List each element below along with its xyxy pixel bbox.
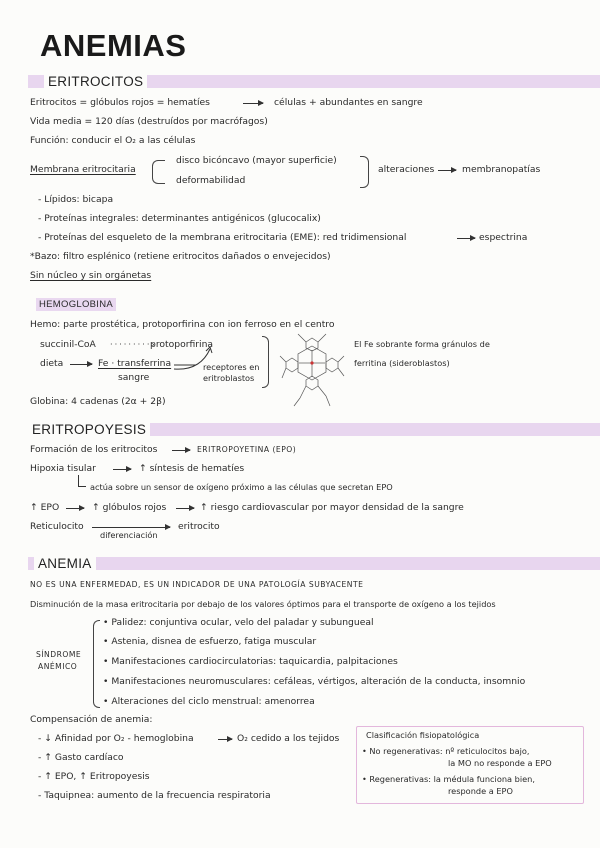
bullet-item: espectrina <box>479 232 528 243</box>
arrow <box>457 238 475 239</box>
bullet-item: - Proteínas del esqueleto de la membrana eritrocitaria (EME): red tridimensional <box>38 232 407 243</box>
text-line: receptores en <box>203 362 260 372</box>
heme-molecule-image <box>278 328 346 410</box>
arrow <box>176 508 194 509</box>
text-line: dieta <box>40 358 64 369</box>
classification-item: • No regenerativas: nº reticulocitos bajo, <box>362 746 530 756</box>
brace <box>360 156 369 188</box>
bullet-item: - Lípidos: bicapa <box>38 194 114 205</box>
bullet-item: - Proteínas integrales: determinantes antigénicos (glucocalix) <box>38 213 321 224</box>
text-line: actúa sobre un sensor de oxígeno próximo a las células que secretan EPO <box>90 482 393 492</box>
text-line: ↑ síntesis de hematíes <box>139 463 245 474</box>
dotted-arrow: ·········› <box>110 339 157 349</box>
bullet-item: - Taquipnea: aumento de la frecuencia respiratoria <box>38 790 271 801</box>
text-line: Fe · transferrina <box>98 358 172 369</box>
text-line: Membrana eritrocitaria <box>30 164 136 175</box>
text-line: ferritina (sideroblastos) <box>354 358 450 368</box>
symptom-item: • Palidez: conjuntiva ocular, velo del paladar y subungueal <box>103 617 374 628</box>
symptom-item: • Manifestaciones neuromusculares: cefáleas, vértigos, alteración de la conducta, insomnio <box>103 676 526 687</box>
text-line: NO ES UNA ENFERMEDAD, ES UN INDICADOR DE UNA PATOLOGÍA SUBYACENTE <box>30 580 364 589</box>
text-line: células + abundantes en sangre <box>274 97 423 108</box>
text-line: membranopatías <box>462 164 541 175</box>
text-line: *Bazo: filtro esplénico (retiene eritrocitos dañados o envejecidos) <box>30 251 331 262</box>
text-line: ↑ riesgo cardiovascular por mayor densidad de la sangre <box>200 502 464 513</box>
text-line: Formación de los eritrocitos <box>30 444 158 455</box>
text-line: SÍNDROME <box>36 650 82 659</box>
classification-title: Clasificación fisiopatológica <box>366 730 480 740</box>
bullet-item: - ↑ Gasto cardíaco <box>38 752 124 763</box>
text-line: Disminución de la masa eritrocitaria por debajo de los valores óptimos para el transporte de oxígeno a los tejidos <box>30 599 496 609</box>
text-line: Eritrocitos = glóbulos rojos = hematíes <box>30 97 210 108</box>
text-line: eritrocito <box>178 521 220 532</box>
text-line: Sin núcleo y sin orgánetas <box>30 270 152 281</box>
symptom-item: • Manifestaciones cardiocirculatorias: taquicardia, palpitaciones <box>103 656 398 667</box>
connector-line <box>78 486 86 487</box>
text-line: succinil-CoA <box>40 339 96 350</box>
section-band <box>28 557 600 570</box>
text-line: alteraciones <box>378 164 435 175</box>
bullet-item: - ↑ EPO, ↑ Eritropoyesis <box>38 771 150 782</box>
branch-bracket <box>152 160 165 184</box>
subsection-title-hemoglobina: HEMOGLOBINA <box>36 298 116 311</box>
text-line: ↑ glóbulos rojos <box>92 502 167 513</box>
section-title-anemia: ANEMIA <box>34 557 96 570</box>
arrow <box>243 103 263 104</box>
text-line: Función: conducir el O₂ a las células <box>30 135 196 146</box>
text-line: Vida media = 120 días (destruídos por macrófagos) <box>30 116 268 127</box>
symptom-item: • Alteraciones del ciclo menstrual: amenorrea <box>103 696 315 707</box>
text-line: Hipoxia tisular <box>30 463 96 474</box>
arrow <box>438 170 456 171</box>
arrow <box>70 364 92 365</box>
text-line: ↑ EPO <box>30 502 60 513</box>
bullet-item: - ↓ Afinidad por O₂ - hemoglobina <box>38 733 194 744</box>
text-line: protoporfirina <box>150 339 214 350</box>
classification-item: la MO no responde a EPO <box>448 758 552 768</box>
text-line: Hemo: parte prostética, protoporfirina con ion ferroso en el centro <box>30 319 335 330</box>
text-line: Reticulocito <box>30 521 84 532</box>
text-line: Compensación de anemia: <box>30 714 153 725</box>
section-title-eritrocitos: ERITROCITOS <box>44 75 147 88</box>
brace <box>262 336 269 388</box>
text-line: El Fe sobrante forma gránulos de <box>354 339 490 349</box>
arrow <box>92 527 170 528</box>
text-line: eritroblastos <box>203 373 255 383</box>
text-line: disco bicóncavo (mayor superficie) <box>176 155 337 166</box>
text-line: sangre <box>118 372 150 383</box>
page-title: ANEMIAS <box>40 28 187 63</box>
text-line: ANÉMICO <box>38 662 78 671</box>
arrow <box>113 469 131 470</box>
bullet-item: O₂ cedido a los tejidos <box>237 733 340 744</box>
section-title-eritropoyesis: ERITROPOYESIS <box>28 423 150 436</box>
arrow <box>218 739 232 740</box>
text-line: deformabilidad <box>176 175 246 186</box>
brace <box>93 620 100 708</box>
symptom-item: • Astenia, disnea de esfuerzo, fatiga muscular <box>103 636 317 647</box>
text-line: ERITROPOYETINA (EPO) <box>197 445 297 454</box>
text-line: Globina: 4 cadenas (2α + 2β) <box>30 396 166 407</box>
classification-item: • Regenerativas: la médula funciona bien, <box>362 774 535 784</box>
classification-item: responde a EPO <box>448 786 513 796</box>
arrow <box>172 450 190 451</box>
arrow <box>66 508 84 509</box>
text-line: diferenciación <box>100 530 158 540</box>
